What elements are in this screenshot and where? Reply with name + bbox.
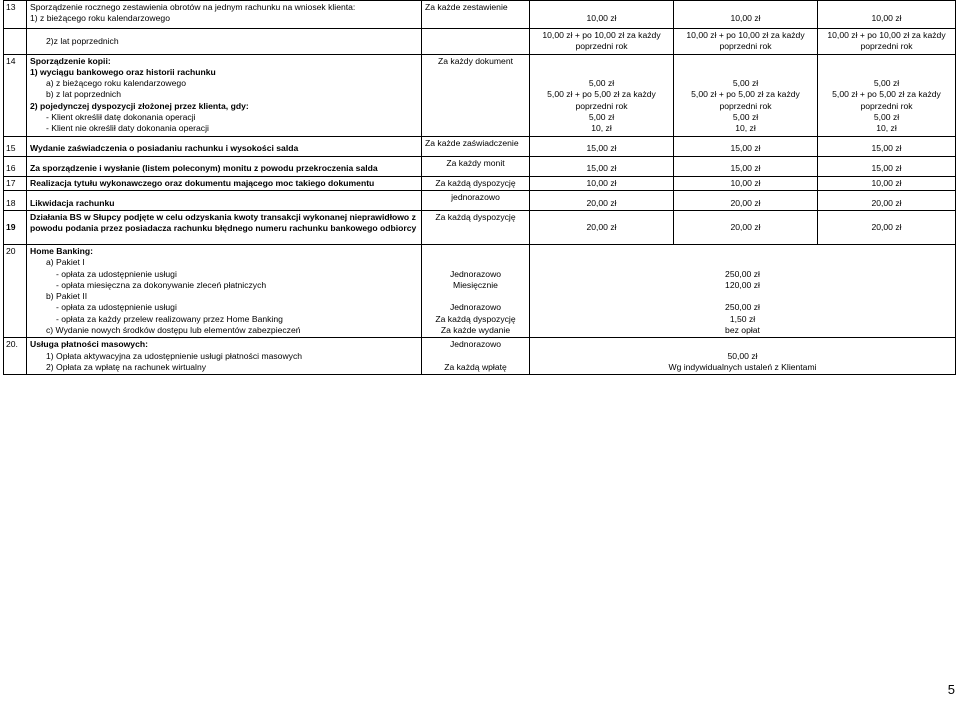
fee-cell: 10,00 zł bbox=[818, 1, 956, 29]
fee-cell: 15,00 zł bbox=[674, 136, 818, 156]
charge-mode: Za każde zestawienie bbox=[422, 1, 530, 29]
table-row bbox=[4, 1, 956, 29]
row-description: Realizacja tytułu wykonawczego oraz dokumentu mającego moc takiego dokumentu bbox=[27, 176, 422, 190]
table-row bbox=[4, 136, 956, 156]
table-row bbox=[4, 190, 956, 210]
charge-mode: Za każde zaświadczenie bbox=[422, 136, 530, 156]
charge-mode: Za każdą dyspozycję bbox=[422, 176, 530, 190]
fee-cell: 15,00 zł bbox=[674, 156, 818, 176]
row-description: 2)z lat poprzednich bbox=[27, 29, 422, 55]
fee-cell: 15,00 zł bbox=[530, 156, 674, 176]
fee-cell: 10,00 zł bbox=[674, 1, 818, 29]
charge-mode: Jednorazowo Za każdą wpłatę bbox=[422, 338, 530, 375]
fee-cell-merged: 50,00 zł Wg indywidualnych ustaleń z Klientami bbox=[530, 338, 956, 375]
row-number: 13 bbox=[4, 1, 27, 29]
row-number bbox=[4, 29, 27, 55]
fee-cell: 20,00 zł bbox=[674, 210, 818, 244]
fee-cell: 5,00 zł 5,00 zł + po 5,00 zł za każdy poprzedni rok 5,00 zł 10, zł bbox=[818, 54, 956, 136]
fee-cell-merged: 250,00 zł 120,00 zł 250,00 zł 1,50 zł bez opłat bbox=[530, 244, 956, 337]
row-number: 18 bbox=[4, 190, 27, 210]
fee-cell: 20,00 zł bbox=[818, 190, 956, 210]
row-description: Home Banking: a) Pakiet I - opłata za udostępnienie usługi - opłata miesięczna za dokonywanie zleceń płatniczych b) Pakiet II - opłata za udostępnienie usługi - opłata za każdy przelew realizowany przez Home Banking c) Wydanie nowych środków dostępu lub elementów zabezpieczeń bbox=[27, 244, 422, 337]
table-row bbox=[4, 338, 956, 375]
table-row bbox=[4, 156, 956, 176]
fee-cell: 10,00 zł bbox=[674, 176, 818, 190]
row-description: Wydanie zaświadczenia o posiadaniu rachunku i wysokości salda bbox=[27, 136, 422, 156]
row-description: Działania BS w Słupcy podjęte w celu odzyskania kwoty transakcji wykonanej nieprawidłowo z powodu podania przez posiadacza rachunku błędnego numeru rachunku bankowego odbiorcy bbox=[27, 210, 422, 244]
row-description: Sporządzenie kopii: 1) wyciągu bankowego oraz historii rachunku a) z bieżącego roku kalendarzowego b) z lat poprzednich 2) pojedynczej dyspozycji złożonej przez klienta, gdy: - Klient określił datę dokonania operacji - Klient nie określił daty dokonania operacji bbox=[27, 54, 422, 136]
row-description: Za sporządzenie i wysłanie (listem poleconym) monitu z powodu przekroczenia salda bbox=[27, 156, 422, 176]
fee-cell: 15,00 zł bbox=[818, 156, 956, 176]
fee-cell: 10,00 zł bbox=[530, 1, 674, 29]
fee-table bbox=[3, 0, 956, 375]
row-number: 14 bbox=[4, 54, 27, 136]
fee-cell: 5,00 zł 5,00 zł + po 5,00 zł za każdy poprzedni rok 5,00 zł 10, zł bbox=[530, 54, 674, 136]
table-row bbox=[4, 54, 956, 136]
table-row bbox=[4, 176, 956, 190]
fee-cell: 15,00 zł bbox=[530, 136, 674, 156]
table-row bbox=[4, 29, 956, 55]
fee-cell: 10,00 zł + po 10,00 zł za każdy poprzedni rok bbox=[530, 29, 674, 55]
fee-cell: 20,00 zł bbox=[674, 190, 818, 210]
fee-cell: 10,00 zł + po 10,00 zł za każdy poprzedni rok bbox=[818, 29, 956, 55]
row-description: Usługa płatności masowych: 1) Opłata aktywacyjna za udostępnienie usługi płatności masowych 2) Opłata za wpłatę na rachunek wirtualny bbox=[27, 338, 422, 375]
charge-mode: Jednorazowo Miesięcznie Jednorazowo Za każdą dyspozycję Za każde wydanie bbox=[422, 244, 530, 337]
charge-mode: Za każdy monit bbox=[422, 156, 530, 176]
page-number: 5 bbox=[947, 682, 955, 697]
fee-cell: 15,00 zł bbox=[818, 136, 956, 156]
fee-cell: 20,00 zł bbox=[530, 190, 674, 210]
fee-cell: 20,00 zł bbox=[530, 210, 674, 244]
charge-mode: Za każdy dokument bbox=[422, 54, 530, 136]
row-number: 15 bbox=[4, 136, 27, 156]
fee-cell: 10,00 zł + po 10,00 zł za każdy poprzedni rok bbox=[674, 29, 818, 55]
fee-cell: 10,00 zł bbox=[818, 176, 956, 190]
table-row bbox=[4, 244, 956, 337]
charge-mode: Za każdą dyspozycję bbox=[422, 210, 530, 244]
row-number: 17 bbox=[4, 176, 27, 190]
charge-mode: jednorazowo bbox=[422, 190, 530, 210]
row-number: 16 bbox=[4, 156, 27, 176]
fee-cell: 5,00 zł 5,00 zł + po 5,00 zł za każdy poprzedni rok 5,00 zł 10, zł bbox=[674, 54, 818, 136]
fee-cell: 20,00 zł bbox=[818, 210, 956, 244]
table-row bbox=[4, 210, 956, 244]
row-number: 19 bbox=[4, 210, 27, 244]
row-number: 20 bbox=[4, 244, 27, 337]
charge-mode bbox=[422, 29, 530, 55]
row-description: Sporządzenie rocznego zestawienia obrotów na jednym rachunku na wniosek klienta: 1) z bieżącego roku kalendarzowego bbox=[27, 1, 422, 29]
row-number: 20. bbox=[4, 338, 27, 375]
row-description: Likwidacja rachunku bbox=[27, 190, 422, 210]
fee-cell: 10,00 zł bbox=[530, 176, 674, 190]
